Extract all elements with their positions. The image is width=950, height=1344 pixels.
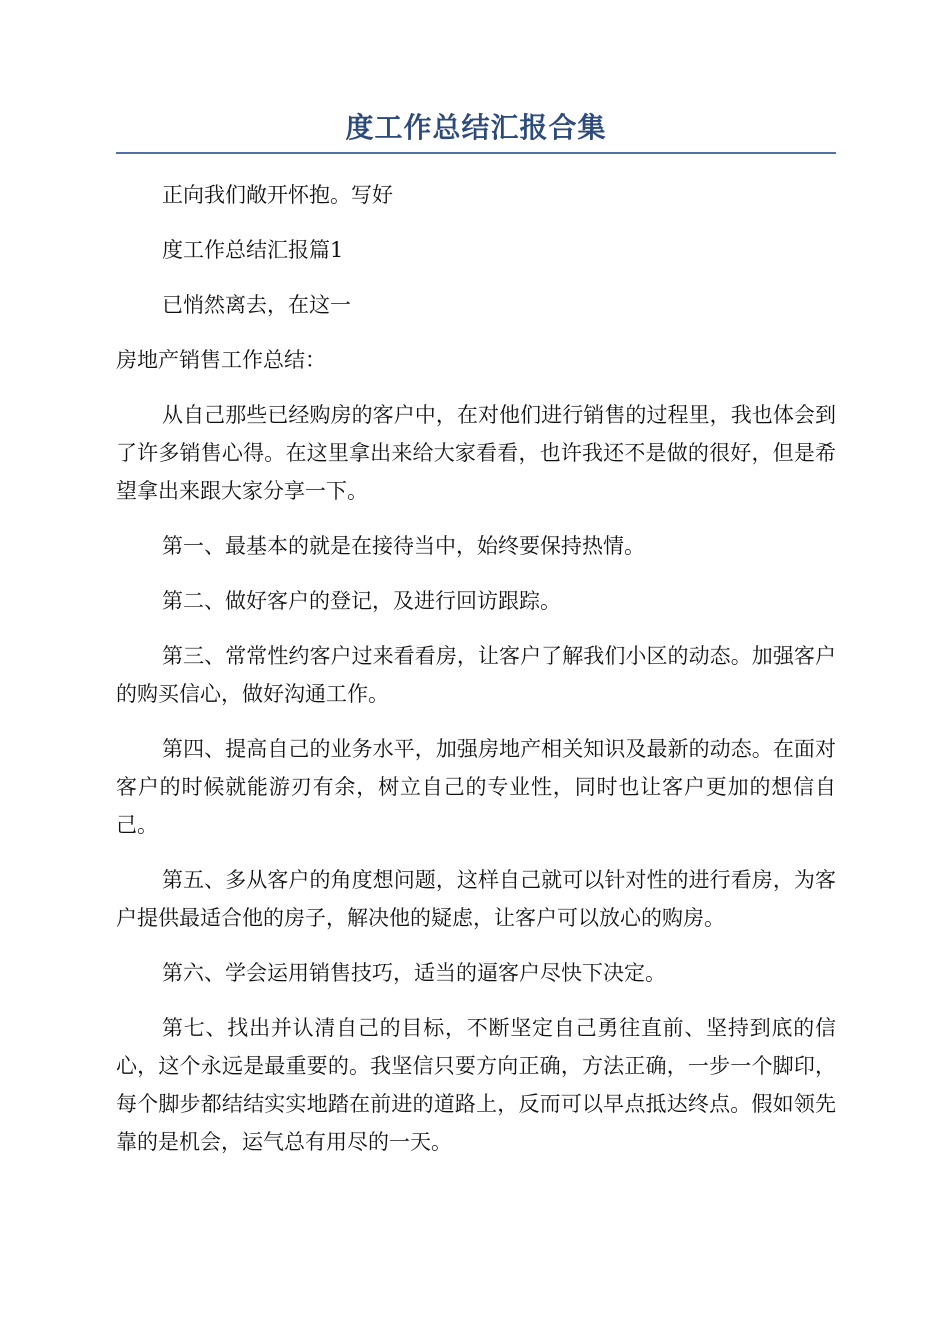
paragraph-8: 第三、常常性约客户过来看看房，让客户了解我们小区的动态。加强客户的购买信心，做好沟通工作。: [116, 644, 836, 706]
paragraph-12: 第七、找出并认清自己的目标，不断坚定自己勇往直前、坚持到底的信心，这个永远是最重要的。我坚信只要方向正确，方法正确，一步一个脚印，每个脚步都结结实实地踏在前进的道路上，反而可以早点抵达终点。假如领先靠的是机会，运气总有用尽的一天。: [116, 1016, 836, 1154]
paragraph-3: 已悄然离去，在这一: [162, 293, 351, 317]
paragraph-4: 房地产销售工作总结：: [116, 348, 326, 372]
paragraph-11: 第六、学会运用销售技巧，适当的逼客户尽快下决定。: [162, 961, 666, 985]
document-body: [116, 176, 836, 1161]
paragraph-5: 从自己那些已经购房的客户中，在对他们进行销售的过程里，我也体会到了许多销售心得。在这里拿出来给大家看看，也许我还不是做的很好，但是希望拿出来跟大家分享一下。: [116, 403, 836, 503]
document-page: [116, 108, 836, 1178]
paragraph-7: 第二、做好客户的登记，及进行回访跟踪。: [162, 589, 561, 613]
paragraph-6: 第一、最基本的就是在接待当中，始终要保持热情。: [162, 534, 645, 558]
paragraph-2: 度工作总结汇报篇1: [162, 238, 344, 262]
paragraph-9: 第四、提高自己的业务水平，加强房地产相关知识及最新的动态。在面对客户的时候就能游刃有余，树立自己的专业性，同时也让客户更加的想信自己。: [116, 737, 836, 837]
paragraph-10: 第五、多从客户的角度想问题，这样自己就可以针对性的进行看房，为客户提供最适合他的房子，解决他的疑虑，让客户可以放心的购房。: [116, 868, 836, 930]
document-title: 度工作总结汇报合集: [116, 108, 836, 154]
paragraph-1: 正向我们敞开怀抱。写好: [162, 183, 393, 207]
